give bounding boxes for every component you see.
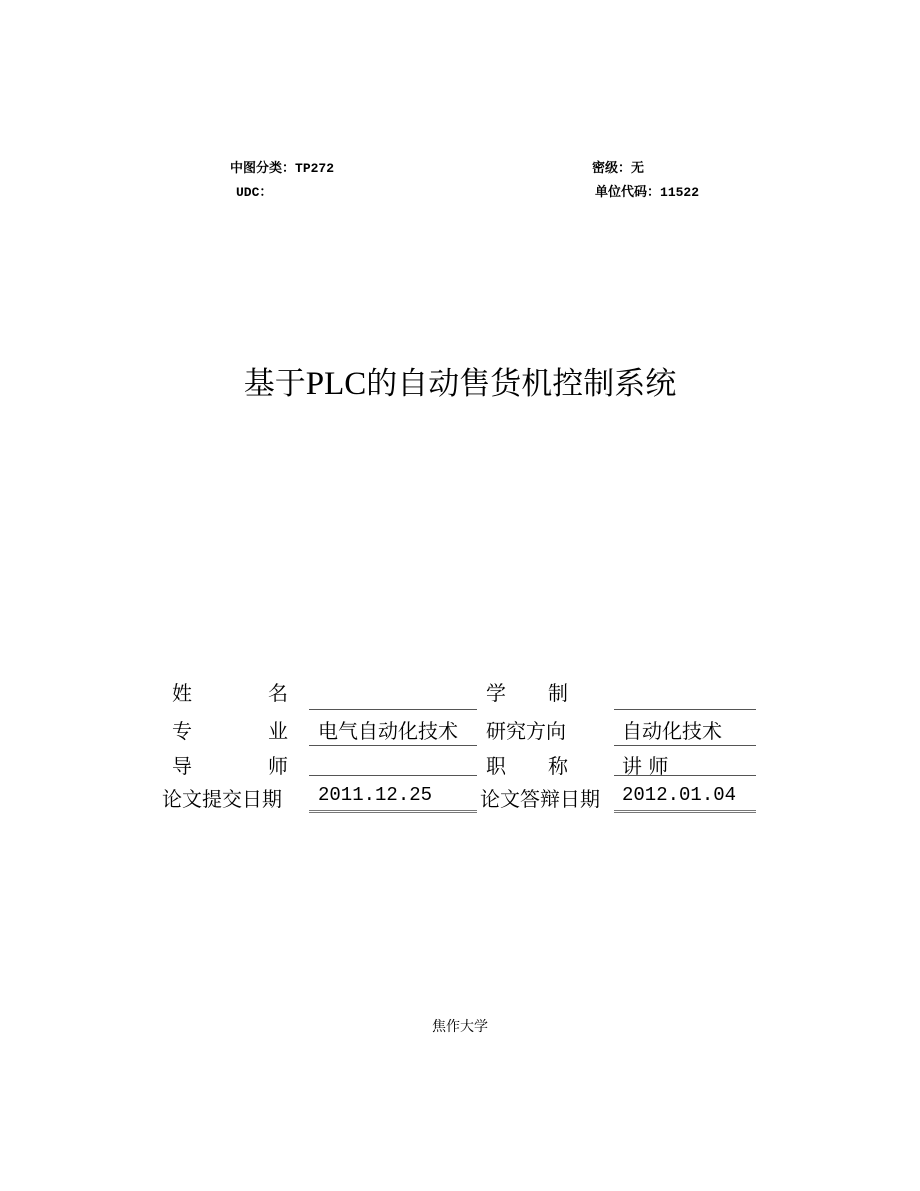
classification-field bbox=[230, 157, 334, 176]
advisor-underline bbox=[309, 775, 477, 776]
unit-code-label: 单位代码： bbox=[595, 185, 661, 200]
defense-date-underline bbox=[614, 810, 756, 813]
title-prefix: 基于 bbox=[243, 366, 306, 402]
rank-underline bbox=[614, 775, 756, 776]
udc-label: UDC： bbox=[236, 185, 273, 200]
system-label-first: 学 bbox=[486, 681, 506, 705]
title-latin: PLC bbox=[305, 366, 367, 402]
name-label-second: 名 bbox=[268, 681, 288, 705]
major-label-first: 专 bbox=[172, 719, 192, 743]
major-label-second: 业 bbox=[268, 719, 288, 743]
defense-date-label: 论文答辩日期 bbox=[480, 787, 600, 811]
system-label-second: 制 bbox=[548, 681, 568, 705]
title-suffix: 的自动售货机控制系统 bbox=[366, 366, 677, 402]
secrecy-label: 密级： bbox=[592, 161, 632, 176]
name-underline bbox=[309, 709, 477, 710]
submit-date-label: 论文提交日期 bbox=[162, 787, 282, 811]
advisor-label-first: 导 bbox=[172, 754, 192, 778]
major-value: 电气自动化技术 bbox=[318, 719, 458, 743]
advisor-label-second: 师 bbox=[268, 754, 288, 778]
name-label-first: 姓 bbox=[172, 681, 192, 705]
udc-field bbox=[236, 181, 272, 200]
unit-code-value: 11522 bbox=[660, 185, 700, 200]
rank-label-second: 称 bbox=[548, 754, 568, 778]
university-name: 焦作大学 bbox=[432, 1019, 488, 1035]
system-underline bbox=[614, 709, 756, 710]
unit-code-field bbox=[595, 181, 699, 200]
rank-label-first: 职 bbox=[486, 754, 506, 778]
classification-label: 中图分类： bbox=[230, 161, 296, 176]
direction-label: 研究方向 bbox=[486, 719, 566, 743]
submit-date-value: 2011.12.25 bbox=[318, 784, 433, 806]
secrecy-field bbox=[592, 157, 644, 176]
major-underline bbox=[309, 745, 477, 746]
rank-value: 讲 师 bbox=[622, 754, 669, 778]
classification-value: TP272 bbox=[295, 161, 335, 176]
direction-underline bbox=[614, 745, 756, 746]
submit-date-underline bbox=[309, 810, 477, 813]
secrecy-value: 无 bbox=[631, 161, 645, 176]
defense-date-value: 2012.01.04 bbox=[622, 784, 737, 806]
thesis-title bbox=[0, 358, 920, 403]
direction-value: 自动化技术 bbox=[622, 719, 722, 743]
